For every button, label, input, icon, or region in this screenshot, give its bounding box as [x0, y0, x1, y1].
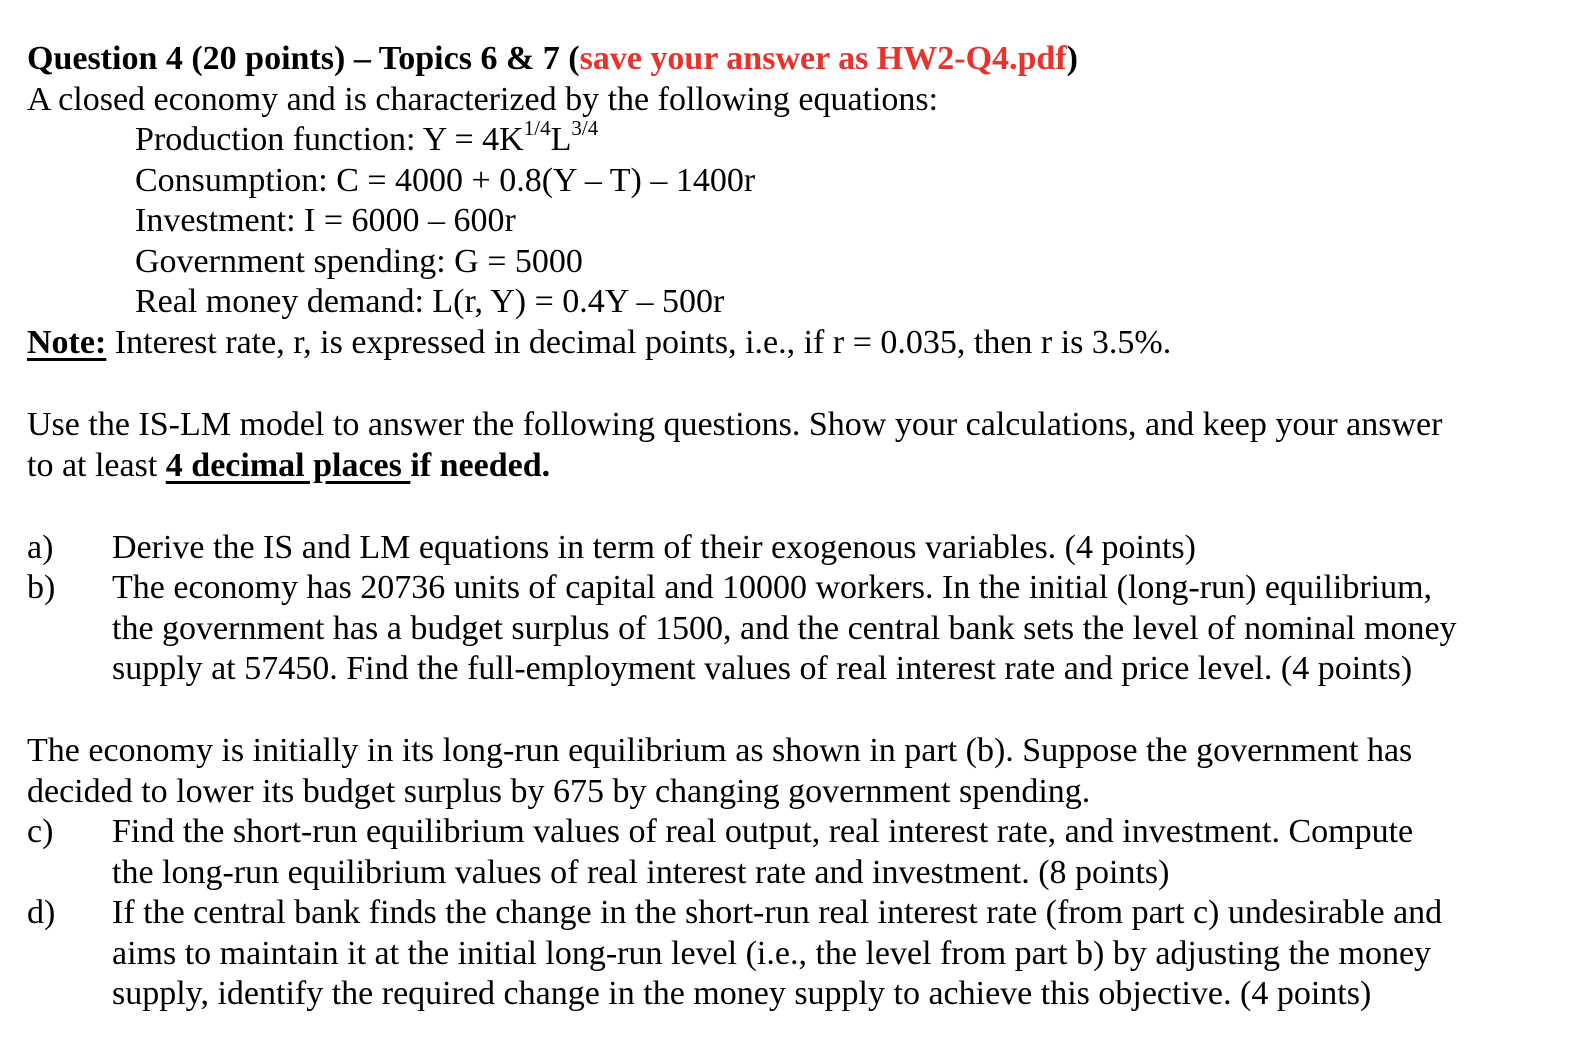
- consumption-equation: Consumption: C = 4000 + 0.8(Y – T) – 1400r: [135, 162, 756, 199]
- part-b-label: b): [27, 569, 56, 606]
- question-heading-text: Question 4 (20 points) – Topics 6 & 7 (: [27, 40, 580, 77]
- instructions-suffix: if needed.: [410, 447, 551, 484]
- government-equation: Government spending: G = 5000: [135, 243, 583, 280]
- production-function: [135, 116, 599, 160]
- part-b-line-1: The economy has 20736 units of capital and 10000 workers. In the initial (long-run) equilibrium,: [112, 569, 1433, 606]
- part-d-line-1: If the central bank finds the change in the short-run real interest rate (from part c) undesirable and: [112, 894, 1443, 931]
- scenario-line-1: The economy is initially in its long-run equilibrium as shown in part (b). Suppose the government has: [27, 732, 1413, 769]
- part-a-label: a): [27, 529, 54, 566]
- money-demand-equation: Real money demand: L(r, Y) = 0.4Y – 500r: [135, 283, 725, 320]
- part-c-line-2: the long-run equilibrium values of real interest rate and investment. (8 points): [112, 854, 1170, 891]
- part-d-label: d): [27, 894, 56, 931]
- part-b-line-3: supply at 57450. Find the full-employment values of real interest rate and price level. (4 points): [112, 650, 1413, 687]
- production-l: L: [550, 121, 572, 158]
- k-exponent: 1/4: [523, 116, 551, 140]
- decimal-places-emphasis: 4 decimal places: [165, 447, 411, 484]
- intro-text: A closed economy and is characterized by the following equations:: [27, 81, 939, 118]
- scenario-line-2: decided to lower its budget surplus by 675 by changing government spending.: [27, 773, 1091, 810]
- part-b-line-2: the government has a budget surplus of 1500, and the central bank sets the level of nominal money: [112, 610, 1457, 647]
- question-heading: [27, 38, 1078, 79]
- production-text: Production function: Y = 4K: [135, 121, 524, 158]
- instructions-line-2: [27, 445, 550, 486]
- note: [27, 322, 1171, 363]
- part-a-text: Derive the IS and LM equations in term of their exogenous variables. (4 points): [112, 529, 1196, 566]
- instructions-prefix: to at least: [27, 447, 166, 484]
- note-text: Interest rate, r, is expressed in decimal points, i.e., if r = 0.035, then r is 3.5%.: [106, 324, 1172, 361]
- part-d-line-3: supply, identify the required change in the money supply to achieve this objective. (4 points): [112, 975, 1372, 1012]
- part-c-line-1: Find the short-run equilibrium values of real output, real interest rate, and investment. Compute: [112, 813, 1414, 850]
- l-exponent: 3/4: [571, 116, 599, 140]
- note-label: Note:: [27, 324, 107, 361]
- part-c-label: c): [27, 813, 54, 850]
- investment-equation: Investment: I = 6000 – 600r: [135, 202, 516, 239]
- instructions-line-1: Use the IS-LM model to answer the following questions. Show your calculations, and keep your answer: [27, 406, 1443, 443]
- part-d-line-2: aims to maintain it at the initial long-run level (i.e., the level from part b) by adjusting the money: [112, 935, 1432, 972]
- save-instruction: save your answer as HW2-Q4.pdf: [579, 40, 1067, 77]
- question-heading-close: ): [1066, 40, 1078, 77]
